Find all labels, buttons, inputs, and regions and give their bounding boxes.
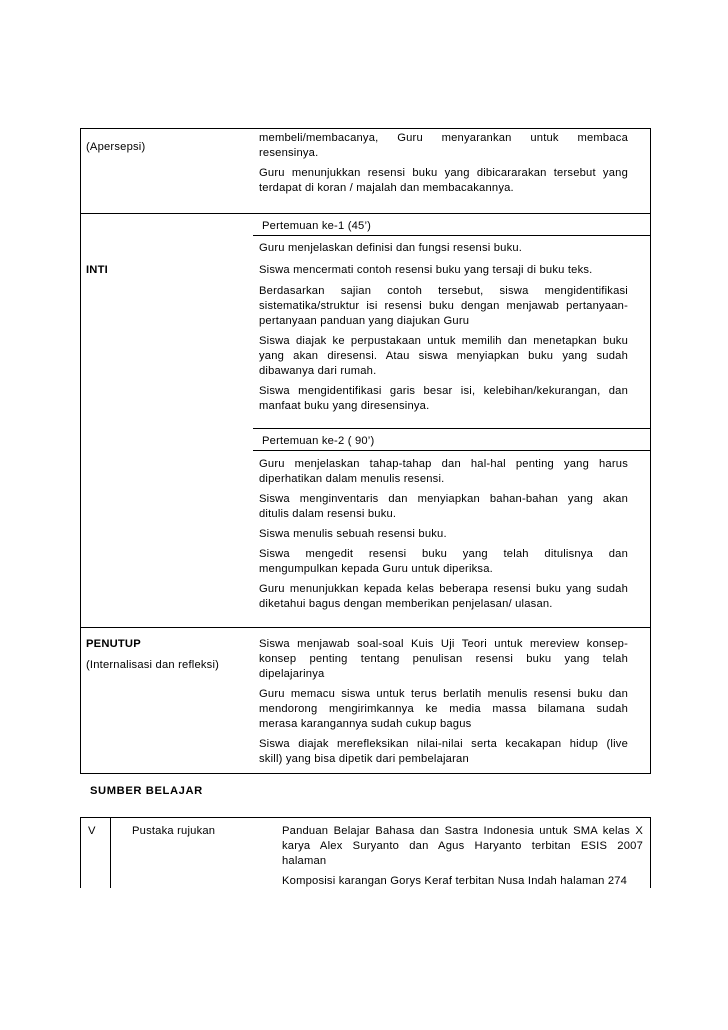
- sumber-table-border-top: [80, 817, 651, 818]
- meeting1-item-3-line-2: sistematika/struktur isi resensi buku dengan menjawab pertanyaan-: [259, 300, 628, 312]
- apersepsi-item-2-line-2: terdapat di koran / majalah dan membacakannya.: [259, 182, 514, 194]
- meeting1-header-divider: [253, 235, 651, 236]
- meeting1-header: Pertemuan ke-1 (45’): [262, 220, 372, 232]
- meeting2-item-1-line-2: diperhatikan dalam menulis resensi.: [259, 473, 445, 485]
- penutup-item-3-line-1: Siswa diajak merefleksikan nilai-nilai serta kecakapan hidup (live: [259, 738, 628, 750]
- meeting2-item-4-line-1: Siswa mengedit resensi buku yang telah ditulisnya dan: [259, 548, 628, 560]
- sumber-col-divider-1: [110, 817, 111, 888]
- sumber-mark: V: [88, 825, 96, 837]
- apersepsi-item-1-line-1: membeli/membacanya, Guru menyarankan untuk membaca: [259, 132, 628, 144]
- meeting1-item-5-line-1: Siswa mengidentifikasi garis besar isi, kelebihan/kekurangan, dan: [259, 385, 628, 397]
- meeting1-item-1: Guru menjelaskan definisi dan fungsi resensi buku.: [259, 242, 523, 254]
- sumber-table-border-left: [80, 817, 81, 888]
- penutup-sublabel: (Internalisasi dan refleksi): [86, 659, 220, 671]
- sumber-item-1-line-1: Panduan Belajar Bahasa dan Sastra Indonesia untuk SMA kelas X: [282, 825, 643, 837]
- meeting2-item-2-line-2: ditulis dalam resensi buku.: [259, 508, 397, 520]
- meeting1-item-5-line-2: manfaat buku yang diresensinya.: [259, 400, 430, 412]
- meeting2-item-4-line-2: mengumpulkan kepada Guru untuk diperiksa.: [259, 563, 493, 575]
- table-border-left: [80, 128, 81, 774]
- meeting2-item-2-line-1: Siswa menginventaris dan menyiapkan bahan-bahan yang akan: [259, 493, 628, 505]
- sumber-item-1-line-3: halaman: [282, 855, 327, 867]
- meeting1-item-4-line-1: Siswa diajak ke perpustakaan untuk memilih dan menetapkan buku: [259, 335, 628, 347]
- sumber-table-border-right: [650, 817, 651, 888]
- penutup-label: PENUTUP: [86, 638, 141, 650]
- meeting2-header-divider: [253, 450, 651, 451]
- penutup-item-2-line-1: Guru memacu siswa untuk terus berlatih menulis resensi buku dan: [259, 688, 628, 700]
- table-border-top: [80, 128, 651, 129]
- meeting1-item-3-line-3: pertanyaan panduan yang diajukan Guru: [259, 315, 470, 327]
- penutup-item-1-line-1: Siswa menjawab soal-soal Kuis Uji Teori untuk mereview konsep-: [259, 638, 628, 650]
- sumber-item-1-line-2: karya Alex Suryanto dan Agus Haryanto terbitan ESIS 2007: [282, 840, 643, 852]
- apersepsi-item-1-line-2: resensinya.: [259, 147, 319, 159]
- sumber-belajar-heading: SUMBER BELAJAR: [90, 785, 203, 797]
- meeting1-item-4-line-3: dibawanya dari rumah.: [259, 365, 377, 377]
- inti-label: INTI: [86, 264, 108, 276]
- meeting2-item-5-line-2: diketahui bagus dengan memberikan penjelasan/ ulasan.: [259, 598, 553, 610]
- meeting1-item-3-line-1: Berdasarkan sajian contoh tersebut, siswa mengidentifikasi: [259, 285, 628, 297]
- meeting1-item-4-line-2: yang akan diresensi. Atau siswa menyiapkan buku yang sudah: [259, 350, 628, 362]
- penutup-item-1-line-2: konsep penting tentang penulisan resensi buku yang telah: [259, 653, 628, 665]
- sumber-item-2: Komposisi karangan Gorys Keraf terbitan Nusa Indah halaman 274: [282, 875, 628, 887]
- meeting2-item-3: Siswa menulis sebuah resensi buku.: [259, 528, 447, 540]
- row-divider-inti: [80, 213, 651, 214]
- apersepsi-item-2-line-1: Guru menunjukkan resensi buku yang dibicararakan tersebut yang: [259, 167, 628, 179]
- apersepsi-label: (Apersepsi): [86, 141, 146, 153]
- penutup-item-3-line-2: skill) yang bisa dipetik dari pembelajaran: [259, 753, 469, 765]
- penutup-item-2-line-2: mendorong mengirimkannya ke media massa bilamana sudah: [259, 703, 628, 715]
- table-border-bottom: [80, 773, 651, 774]
- sumber-type-label: Pustaka rujukan: [132, 825, 216, 837]
- row-divider-penutup: [80, 627, 651, 628]
- penutup-item-1-line-3: dipelajarinya: [259, 668, 325, 680]
- meeting2-header: Pertemuan ke-2 ( 90’): [262, 435, 375, 447]
- table-border-right: [650, 128, 651, 774]
- meeting2-item-1-line-1: Guru menjelaskan tahap-tahap dan hal-hal penting yang harus: [259, 458, 628, 470]
- meeting2-item-5-line-1: Guru menunjukkan kepada kelas beberapa resensi buku yang sudah: [259, 583, 628, 595]
- meeting2-top-divider: [253, 428, 651, 429]
- meeting1-item-2: Siswa mencermati contoh resensi buku yang tersaji di buku teks.: [259, 264, 593, 276]
- penutup-item-2-line-3: merasa karangannya sudah cukup bagus: [259, 718, 472, 730]
